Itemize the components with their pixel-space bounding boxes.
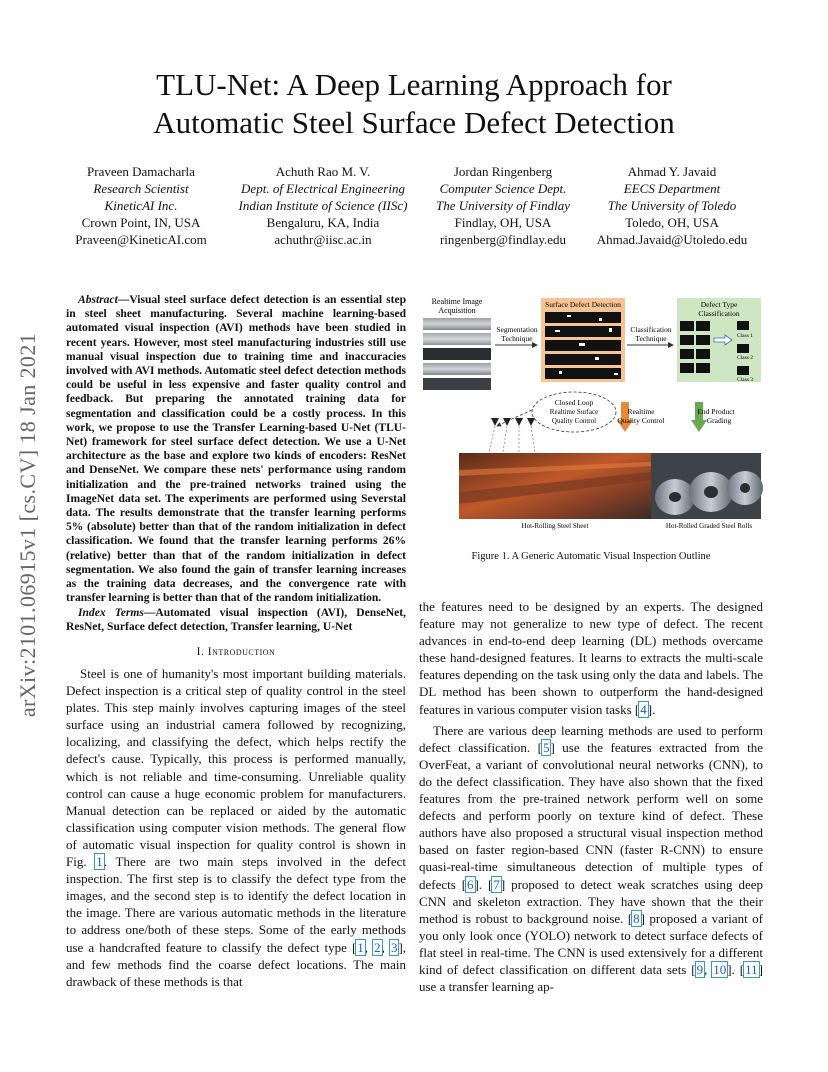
index-terms-text: —Automated visual inspection (AVI), DenseNet, ResNet, Surface defect detection, Transfer learning, U-Net <box>66 607 407 634</box>
citation-link[interactable]: 1 <box>357 939 364 955</box>
author-role: Research Scientist <box>93 181 189 196</box>
surface-defect-detection-title: Surface Defect Detection <box>545 300 621 309</box>
class-3-label: Class 3 <box>736 377 753 383</box>
figure-caption: Figure 1. A Generic Automatic Visual Inspection Outline <box>471 551 711 562</box>
citation-link[interactable]: 7 <box>493 876 500 892</box>
section-number: I. <box>196 646 208 658</box>
author-name: Praveen Damacharla <box>87 164 195 179</box>
text-run: There are various deep learning methods are used to perform defect classification. [ <box>419 722 763 755</box>
class-1-label: Class 1 <box>736 333 753 339</box>
defect-type-title-1: Defect Type <box>700 300 738 309</box>
citation-link[interactable]: 6 <box>467 876 474 892</box>
realtime-qc-label-1: Realtime <box>627 407 655 416</box>
segmentation-label-1: Segmentation <box>496 325 538 334</box>
closed-loop-label-2: Realtime Surface <box>549 408 599 416</box>
author-1 <box>60 163 222 248</box>
title-line-2: Automatic Steel Surface Defect Detection <box>153 105 675 140</box>
arxiv-stamp <box>8 290 48 760</box>
end-product-label-1: End Product <box>697 407 735 416</box>
right-column-body <box>419 598 763 995</box>
section-title: Introduction <box>207 646 276 658</box>
text-run: the features need to be designed by an experts. The designed feature may not generalize to new type of defect. The recent advances in end-to-end deep learning (DL) methods overcame these hand-designed features. It learns to extracts the multi-scale features depending on the task using only the data and labels. The DL method has been shown to outperform the hand-designed features in various computer vision tasks [ <box>419 599 763 717</box>
text-run: ], and few methods find the coarse defect locations. The main drawback of these methods is that <box>66 939 407 989</box>
defect-type-title-2: Classification <box>698 309 740 318</box>
citation-link[interactable]: 4 <box>640 701 647 717</box>
author-org: The University of Toledo <box>607 198 737 213</box>
segmentation-label-2: Technique <box>501 334 533 343</box>
author-org: The University of Findlay <box>436 198 570 213</box>
author-email: ringenberg@findlay.edu <box>439 232 567 247</box>
author-role: Dept. of Electrical Engineering <box>241 181 405 196</box>
text-run: ]. <box>647 701 656 717</box>
author-email: Praveen@KineticAI.com <box>75 232 207 247</box>
author-org: KineticAI Inc. <box>104 198 178 213</box>
text-run: ] proposed to detect weak scratches using deep CNN and skeleton extraction. They have shown that the their method is robust to background noise. [ <box>419 876 763 926</box>
author-name: Achuth Rao M. V. <box>275 164 371 179</box>
abstract-label: Abstract <box>78 294 118 306</box>
citation-link[interactable]: 11 <box>745 961 758 977</box>
abstract-text: —Visual steel surface defect detection is an essential step in steel sheet manufacturing. Several machine learning-based automated visual inspection (AVI) methods have been studied in recent years. However, most steel manufacturing industries still use manual visual inspection due to training time and inaccuracies involved with AVI methods. Automatic steel defect detection methods could be useful in less expensive and faster quality control and feedback. But preparing the annotated training data for segmentation and classification could be a costly process. In this work, we propose to use the Transfer Learning-based U-Net (TLU-Net) framework for steel surface defect detection. We use a U-Net architecture as the base and explore two kinds of encoders: ResNet and DenseNet. We compare these nets' performance using random initialization and the pre-trained networks trained using the ImageNet data set. The experiments are performed using Severstal data. The results demonstrate that the transfer learning performs 5% (absolute) better than that of the random initialization in defect classification. We found that the transfer learning performs 26% (relative) better than that of the random initialization in defect segmentation. We also found the gain of transfer learning increases as the training data decreases, and the convergence rate with transfer learning is better than that of the random initialization. <box>66 294 406 605</box>
acquisition-label-2: Acquisition <box>438 306 476 315</box>
author-name: Ahmad Y. Javaid <box>627 164 717 179</box>
author-location: Crown Point, IN, USA <box>81 215 201 230</box>
text-run: ] use a transfer learning ap- <box>419 961 763 995</box>
author-3 <box>424 163 582 248</box>
defect-map-strips <box>545 312 621 379</box>
text-run: ]. [ <box>727 961 745 977</box>
class-2-label: Class 2 <box>736 355 753 361</box>
citation-link[interactable]: 3 <box>390 939 398 955</box>
author-location: Toledo, OH, USA <box>625 215 719 230</box>
classification-label-1: Classification <box>630 325 672 334</box>
author-email: achuthr@iisc.ac.in <box>274 232 372 247</box>
camera-icons <box>489 418 535 452</box>
figure-1-diagram <box>419 292 763 532</box>
paragraph <box>419 722 763 996</box>
text-run: Steel is one of humanity's most important building materials. Defect inspection is a critical step of quality control in the steel plates. This step mainly involves capturing images of the steel surface using an industrial camera followed by recognizing, localizing, and classifying the defect, which helps rectify the defect's cause. Typically, this process is performed manually, which is not reliable and time-consuming. Unreliable quality control can cause a huge economic problem for manufacturers. Manual detection can be replaced or aided by the automatic classification using computer vision methods. The general flow of automatic visual inspection for quality control is shown in Fig. <box>66 666 406 870</box>
abstract <box>66 293 406 605</box>
section-heading <box>66 646 406 658</box>
text-run: , <box>364 939 374 955</box>
author-email: Ahmad.Javaid@Utoledo.edu <box>596 232 748 247</box>
text-run: , <box>704 961 713 977</box>
citation-link[interactable]: 2 <box>374 939 381 955</box>
text-run: . There are two main steps involved in the defect inspection. The first step is to classify the defect type from the images, and the second step is to identify the defect location in the image. There are various automatic methods in the literature to address one/both of these steps. Some of the early methods use a handcrafted feature to classify the defect type [ <box>66 854 406 955</box>
paper-title <box>60 66 768 142</box>
classification-label-2: Technique <box>635 334 667 343</box>
text-run: ] use the features extracted from the OverFeat, a variant of convolutional neural networks (CNN), to do the defect classification. They have also shown that the fixed features from the pre-trained network perform well on some defects and perform poorly on texture kind of defect. These authors have also proposed a structural visual inspection method based on faster region-based CNN (faster R-CNN) to ensure quasi-real-time simultaneous detection of multiple types of defects [ <box>419 739 763 892</box>
citation-link[interactable]: 5 <box>542 739 550 755</box>
title-line-1: TLU-Net: A Deep Learning Approach for <box>156 67 672 102</box>
author-name: Jordan Ringenberg <box>453 164 553 179</box>
author-role: Computer Science Dept. <box>439 181 567 196</box>
author-2 <box>228 163 418 248</box>
author-location: Bengaluru, KA, India <box>266 215 380 230</box>
steel-sample-strips <box>423 318 491 390</box>
acquisition-label-1: Realtime Image <box>431 297 483 306</box>
text-run: ] proposed a variant of you only look once (YOLO) network to detect surface defects of flat steel in real-time. The CNN is used extensively for a different kind of defect classification on different data sets [ <box>419 910 763 977</box>
arxiv-stamp-text: arXiv:2101.06915v1 [cs.CV] 18 Jan 2021 <box>15 332 40 718</box>
closed-loop-label-1: Closed Loop <box>554 398 594 407</box>
closed-loop-label-3: Quality Control <box>551 417 597 425</box>
text-run: , <box>381 939 390 955</box>
author-org: Indian Institute of Science (IISc) <box>238 198 408 213</box>
author-4 <box>584 163 760 248</box>
citation-link[interactable]: 9 <box>696 961 704 977</box>
photo-2-caption: Hot-Rolled Graded Steel Rolls <box>665 522 753 530</box>
text-run: ]. [ <box>474 876 493 892</box>
end-product-label-2: Grading <box>706 416 732 425</box>
author-location: Findlay, OH, USA <box>454 215 552 230</box>
intro-paragraph <box>66 665 406 990</box>
index-terms-label: Index Terms <box>78 607 144 619</box>
photo-1-caption: Hot-Rolling Steel Sheet <box>521 522 589 530</box>
paragraph <box>419 598 763 718</box>
realtime-qc-label-2: Quality Control <box>617 416 665 425</box>
index-terms <box>66 606 406 634</box>
figure-ref-link[interactable]: 1 <box>96 854 103 870</box>
author-role: EECS Department <box>623 181 721 196</box>
citation-link[interactable]: 8 <box>633 910 640 926</box>
citation-link[interactable]: 10 <box>713 961 727 977</box>
